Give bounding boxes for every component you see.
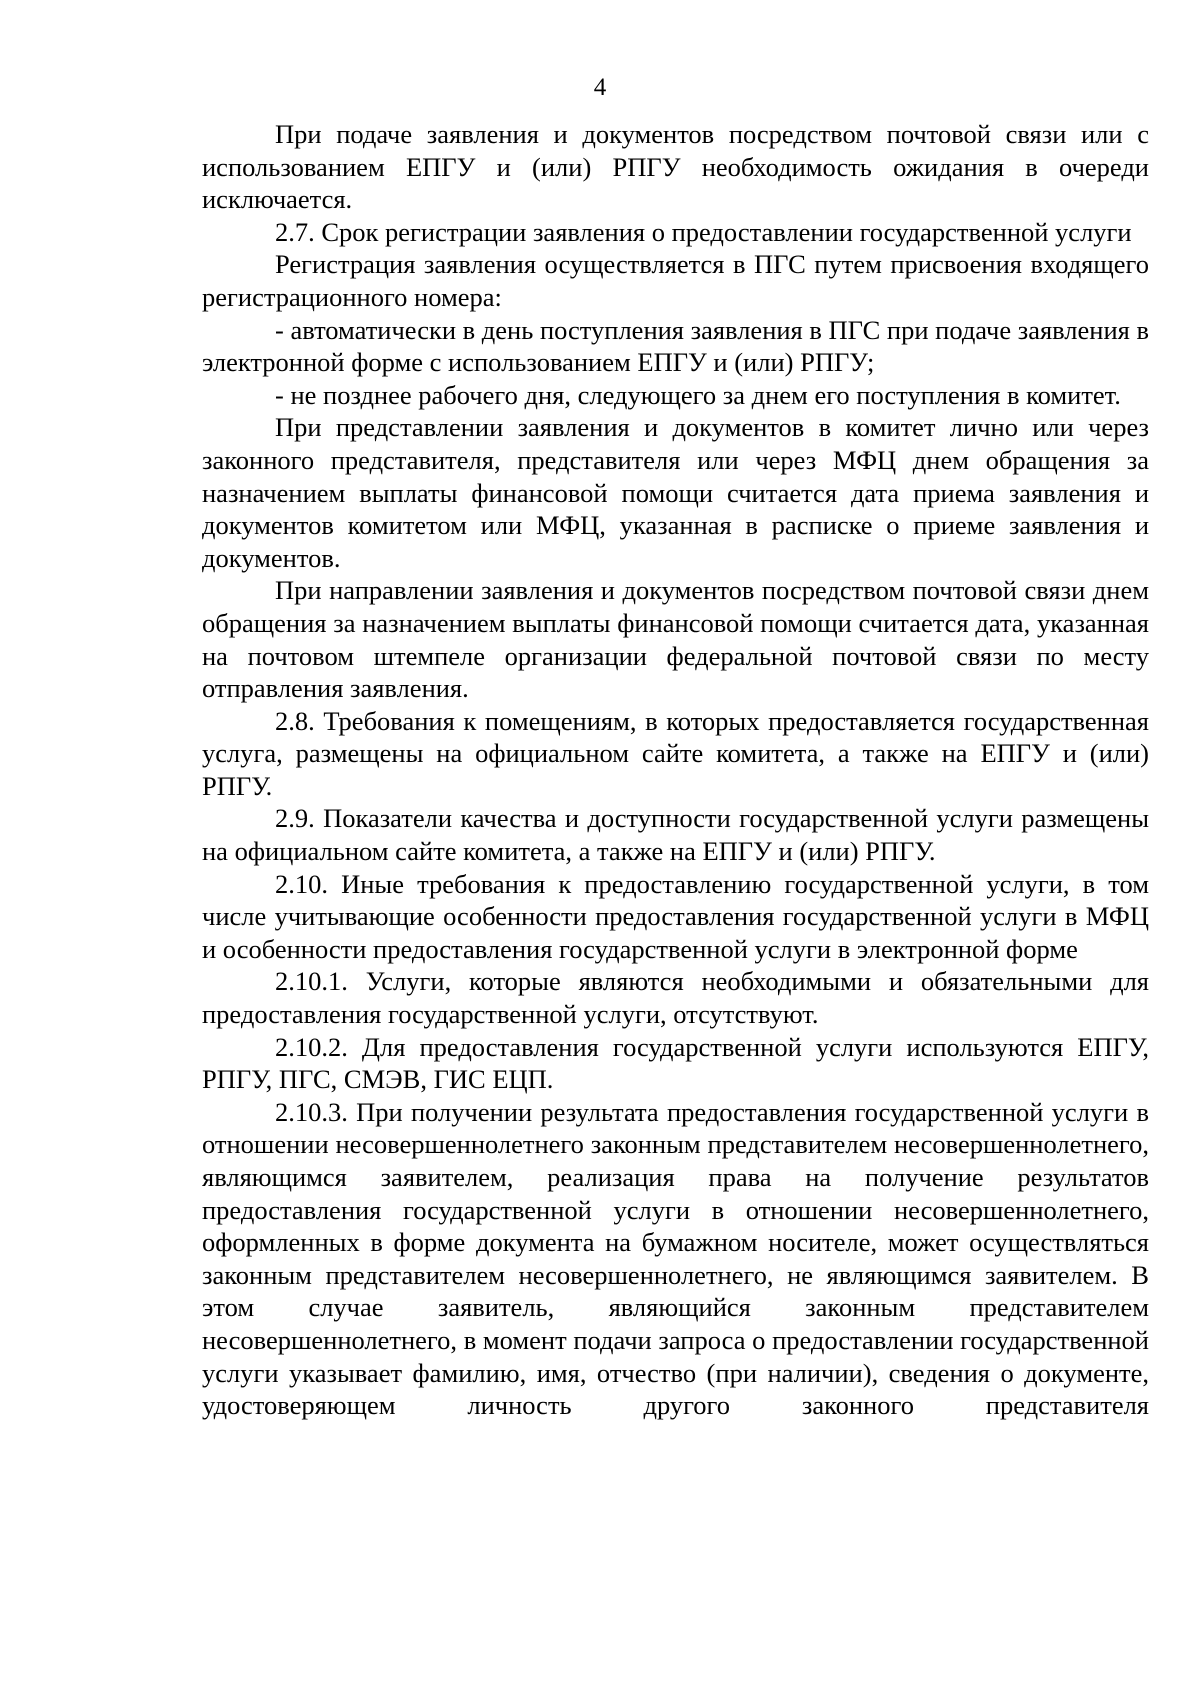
paragraph-section-2-10-1: 2.10.1. Услуги, которые являются необходимыми и обязательными для предоставления государственной услуги, отсутствуют. (202, 966, 1149, 1030)
document-body (202, 118, 1149, 1422)
paragraph-section-2-9: 2.9. Показатели качества и доступности государственной услуги размещены на официальном сайте комитета, а также на ЕПГУ и (или) РПГУ. (202, 803, 1149, 867)
paragraph-registration-auto: - автоматически в день поступления заявления в ПГС при подаче заявления в электронной форме с использованием ЕПГУ и (или) РПГУ; (202, 314, 1149, 378)
paragraph-postal-submission: При направлении заявления и документов посредством почтовой связи днем обращения за назначением выплаты финансовой помощи считается дата, указанная на почтовом штемпеле организации федеральной почтовой связи по месту отправления заявления. (202, 575, 1149, 704)
paragraph-section-2-8: 2.8. Требования к помещениям, в которых предоставляется государственная услуга, размещены на официальном сайте комитета, а также на ЕПГУ и (или) РПГУ. (202, 705, 1149, 801)
paragraph-section-2-10-3: 2.10.3. При получении результата предоставления государственной услуги в отношении несовершеннолетнего законным представителем несовершеннолетнего, являющимся заявителем, реализация права на получение результатов предоставления государственной услуги в отношении несовершеннолетнего, оформленных в форме документа на бумажном носителе, может осуществляться законным представителем несовершеннолетнего, не являющимся заявителем. В этом случае заявитель, являющийся законным представителем несовершеннолетнего, в момент подачи запроса о предоставлении государственной услуги указывает фамилию, имя, отчество (при наличии), сведения о документе, удостоверяющем личность другого законного представителя (202, 1096, 1149, 1421)
page-number: 4 (593, 74, 607, 101)
paragraph-section-2-10-2: 2.10.2. Для предоставления государственной услуги используются ЕПГУ, РПГУ, ПГС, СМЭВ, ГИС ЕЦП. (202, 1031, 1149, 1095)
paragraph-section-2-7-heading: 2.7. Срок регистрации заявления о предоставлении государственной услуги (275, 216, 1132, 247)
paragraph-registration: Регистрация заявления осуществляется в ПГС путем присвоения входящего регистрационного номера: (202, 249, 1149, 312)
paragraph-in-person-submission: При представлении заявления и документов в комитет лично или через законного представителя, представителя или через МФЦ днем обращения за назначением выплаты финансовой помощи считается дата приема заявления и документов комитетом или МФЦ, указанная в расписке о приеме заявления и документов. (202, 412, 1149, 573)
paragraph-mail-submission: При подаче заявления и документов посредством почтовой связи или с использованием ЕПГУ и (или) РПГУ необходимость ожидания в очереди исключается. (202, 119, 1149, 215)
paragraph-registration-deadline: - не позднее рабочего дня, следующего за днем его поступления в комитет. (275, 379, 1121, 410)
paragraph-section-2-10: 2.10. Иные требования к предоставлению государственной услуги, в том числе учитывающие особенности предоставления государственной услуги в МФЦ и особенности предоставления государственной услуги в электронной форме (202, 868, 1149, 964)
